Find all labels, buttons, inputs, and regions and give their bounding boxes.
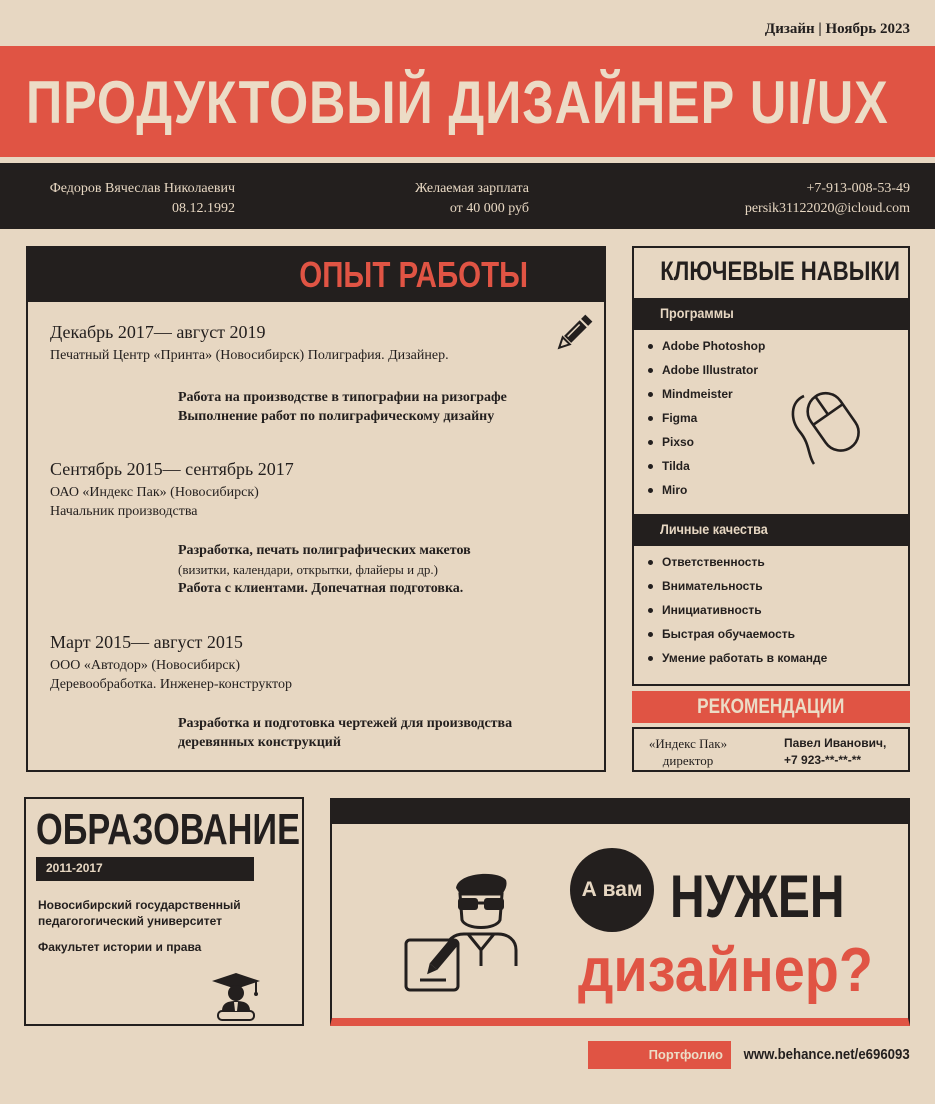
job-task: Разработка, печать полиграфических макетов	[178, 543, 471, 558]
university-line: Новосибирский государственный	[38, 898, 241, 912]
portfolio-link[interactable]: www.behance.net/e696093	[743, 1046, 910, 1063]
ad-circle: А вам	[570, 848, 654, 932]
recommender-contact	[784, 735, 886, 769]
list-item: Внимательность	[648, 574, 827, 598]
qualities-header	[634, 514, 910, 546]
job-period: Сентябрь 2015— сентябрь 2017	[50, 459, 294, 479]
job-org: Печатный Центр «Принта» (Новосибирск) Полиграфия. Дизайнер.	[50, 348, 449, 363]
skills-title	[634, 256, 908, 287]
education-years: 2011-2017	[46, 861, 103, 875]
info-bar	[0, 163, 935, 229]
experience-title: ОПЫТ РАБОТЫ	[299, 254, 528, 295]
list-item: Adobe Illustrator	[648, 358, 765, 382]
job-entry	[50, 632, 513, 750]
birthdate: 08.12.1992	[172, 201, 235, 216]
job-org: ООО «Автодор» (Новосибирск)	[50, 658, 240, 673]
list-item: Adobe Photoshop	[648, 334, 765, 358]
job-task: Работа на производстве в типографии на ризографе	[178, 390, 507, 405]
job-org: ОАО «Индекс Пак» (Новосибирск)	[50, 485, 259, 500]
salary-value: от 40 000 руб	[449, 201, 529, 216]
email[interactable]: persik31122020@icloud.com	[744, 201, 910, 216]
issue-line: Дизайн | Ноябрь 2023	[764, 21, 910, 37]
job-role: Начальник производства	[50, 504, 198, 519]
education-years-bar	[36, 857, 254, 881]
portfolio-label: Портфолио	[648, 1047, 723, 1062]
skills-title-text: КЛЮЧЕВЫЕ НАВЫКИ	[660, 256, 900, 286]
ad-designer-text: дизайнер?	[578, 936, 873, 1005]
designer-icon	[402, 868, 534, 994]
recommender-name: Павел Иванович,	[784, 736, 887, 750]
programs-list	[648, 334, 765, 502]
contact-info	[745, 179, 910, 219]
programs-header	[634, 298, 910, 330]
recommendations-title: РЕКОМЕНДАЦИИ	[697, 695, 845, 718]
job-task-note: (визитки, календари, открытки, флайеры и др.)	[178, 562, 439, 577]
salary-info	[415, 179, 529, 219]
job-entry	[50, 459, 471, 596]
ad-section	[330, 798, 910, 1026]
list-item: Mindmeister	[648, 382, 765, 406]
list-item: Tilda	[648, 454, 765, 478]
university-line: педагогогический университет	[38, 914, 223, 928]
programs-label: Программы	[660, 305, 734, 321]
mouse-icon	[784, 382, 880, 468]
list-item: Miro	[648, 478, 765, 502]
company-name: «Индекс Пак»	[648, 736, 728, 751]
ad-need-text: НУЖЕН	[670, 863, 845, 930]
qualities-list	[648, 550, 827, 670]
list-item: Быстрая обучаемость	[648, 622, 827, 646]
job-task: Работа с клиентами. Допечатная подготовка.	[178, 581, 464, 596]
recommendations-header	[632, 691, 910, 723]
experience-header	[28, 248, 604, 302]
education-title: ОБРАЗОВАНИЕ	[36, 805, 300, 854]
qualities-label: Личные качества	[660, 521, 768, 537]
list-item: Ответственность	[648, 550, 827, 574]
salary-label: Желаемая зарплата	[415, 181, 529, 196]
list-item: Инициативность	[648, 598, 827, 622]
graduate-icon	[208, 971, 264, 1023]
education-section	[24, 797, 304, 1026]
page-title: ПРОДУКТОВЫЙ ДИЗАЙНЕР UI/UX	[26, 69, 889, 136]
job-entry	[50, 322, 507, 424]
full-name: Федоров Вячеслав Николаевич	[49, 181, 235, 196]
list-item: Умение работать в команде	[648, 646, 827, 670]
job-period: Март 2015— август 2015	[50, 632, 243, 652]
company-role: директор	[662, 753, 714, 768]
recommender-phone: +7 923-**-**-**	[784, 753, 862, 767]
recommendations-box	[632, 727, 910, 772]
ad-top-bar	[330, 798, 910, 824]
list-item: Figma	[648, 406, 765, 430]
job-period: Декабрь 2017— август 2019	[50, 322, 266, 342]
job-task: деревянных конструкций	[178, 735, 341, 750]
job-role: Деревообработка. Инженер-конструктор	[50, 677, 292, 692]
university	[38, 897, 241, 929]
job-task: Выполнение работ по полиграфическому дизайну	[178, 409, 495, 424]
phone[interactable]: +7-913-008-53-49	[806, 181, 910, 196]
job-task: Разработка и подготовка чертежей для производства	[178, 716, 513, 731]
experience-section	[26, 246, 606, 772]
pencil-icon	[555, 314, 593, 352]
portfolio-button[interactable]	[588, 1041, 731, 1069]
recommender-company	[640, 735, 736, 769]
skills-section	[632, 246, 910, 686]
list-item: Pixso	[648, 430, 765, 454]
personal-info	[50, 179, 235, 219]
faculty: Факультет истории и права	[38, 940, 202, 954]
